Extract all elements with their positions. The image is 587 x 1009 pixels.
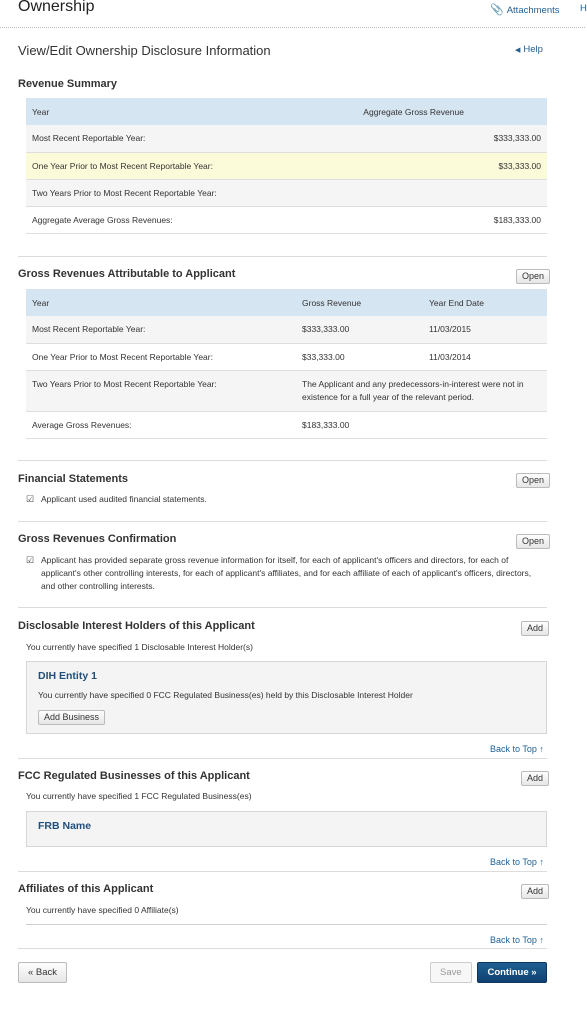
divider bbox=[18, 871, 547, 872]
disclosable-title: Disclosable Interest Holders of this Applicant bbox=[18, 620, 255, 632]
back-to-top-link[interactable]: Back to Top ↑ bbox=[490, 857, 544, 867]
table-header-row bbox=[26, 289, 547, 316]
checkbox-checked-icon: ☑ bbox=[26, 555, 35, 565]
dih-entity-note: You currently have specified 0 FCC Regulated Business(es) held by this Disclosable Interest Holder bbox=[38, 690, 413, 700]
divider bbox=[18, 256, 547, 257]
date-cell bbox=[423, 411, 547, 438]
financial-statements-title: Financial Statements bbox=[18, 473, 129, 485]
help-link[interactable] bbox=[515, 44, 543, 55]
checkbox-checked-icon: ☑ bbox=[26, 494, 35, 504]
confirmation-open-button[interactable]: Open bbox=[516, 534, 550, 549]
column-header-gross-revenue: Gross Revenue bbox=[296, 289, 423, 316]
affiliates-list-divider bbox=[26, 924, 547, 925]
year-cell: Two Years Prior to Most Recent Reportable Year: bbox=[26, 179, 357, 206]
confirmation-title: Gross Revenues Confirmation bbox=[18, 533, 177, 545]
fcc-regulated-title: FCC Regulated Businesses of this Applicant bbox=[18, 770, 250, 782]
divider bbox=[18, 460, 547, 461]
date-cell: 11/03/2015 bbox=[423, 316, 547, 343]
date-cell: 11/03/2014 bbox=[423, 343, 547, 370]
dih-entity-link[interactable]: DIH Entity 1 bbox=[38, 670, 97, 682]
attachments-label: Attachments bbox=[506, 5, 560, 16]
year-cell: One Year Prior to Most Recent Reportable Year: bbox=[26, 152, 357, 179]
revenue-cell: $333,333.00 bbox=[296, 316, 423, 343]
divider bbox=[18, 758, 547, 759]
year-cell: Two Years Prior to Most Recent Reportable Year: bbox=[26, 370, 296, 411]
affiliates-title: Affiliates of this Applicant bbox=[18, 883, 154, 895]
table-row bbox=[26, 206, 547, 233]
fcc-regulated-note: You currently have specified 1 FCC Regulated Business(es) bbox=[26, 791, 252, 801]
table-row bbox=[26, 179, 547, 206]
financial-statements-open-button[interactable]: Open bbox=[516, 473, 550, 488]
table-row bbox=[26, 152, 547, 179]
value-cell: $33,333.00 bbox=[357, 152, 547, 179]
cut-off-link[interactable]: H bbox=[580, 3, 587, 14]
year-cell: Average Gross Revenues: bbox=[26, 411, 296, 438]
year-cell: Most Recent Reportable Year: bbox=[26, 316, 296, 343]
financial-check bbox=[26, 494, 35, 505]
column-header-year: Year bbox=[26, 289, 296, 316]
table-row bbox=[26, 125, 547, 152]
revenue-summary-title: Revenue Summary bbox=[18, 78, 118, 90]
attachments-link[interactable] bbox=[490, 3, 560, 16]
confirmation-text: Applicant has provided separate gross revenue information for itself, for each of applicant's officers and directors, for each of applicant's other controlling interests, for each of applicant's affiliates, and for each affiliate of each of applicant's officers, directors, and other controlling interests. bbox=[41, 555, 532, 591]
caret-left-icon: ◀ bbox=[515, 47, 521, 54]
dih-entity-panel bbox=[26, 661, 547, 734]
back-to-top-link[interactable]: Back to Top ↑ bbox=[490, 935, 544, 945]
revenue-cell: $183,333.00 bbox=[296, 411, 423, 438]
table-row bbox=[26, 411, 547, 438]
affiliates-add-button[interactable]: Add bbox=[521, 884, 549, 899]
column-header-year-end-date: Year End Date bbox=[423, 289, 547, 316]
value-cell bbox=[357, 179, 547, 206]
revenue-cell: The Applicant and any predecessors-in-interest were not in existence for a full year of the relevant period. bbox=[296, 370, 547, 411]
continue-button[interactable]: Continue » bbox=[477, 962, 547, 983]
affiliates-note: You currently have specified 0 Affiliate(s) bbox=[26, 905, 179, 915]
financial-statements-text: Applicant used audited financial statements. bbox=[41, 494, 207, 504]
table-header-row bbox=[26, 98, 547, 125]
disclosable-note: You currently have specified 1 Disclosable Interest Holder(s) bbox=[26, 642, 253, 652]
disclosable-add-button[interactable]: Add bbox=[521, 621, 549, 636]
top-bar bbox=[0, 0, 585, 28]
gross-revenues-title: Gross Revenues Attributable to Applicant bbox=[18, 268, 236, 280]
frb-entity-panel bbox=[26, 811, 547, 847]
divider bbox=[18, 948, 547, 949]
paperclip-icon: 📎 bbox=[490, 4, 504, 16]
frb-entity-link[interactable]: FRB Name bbox=[38, 820, 92, 832]
year-cell: One Year Prior to Most Recent Reportable Year: bbox=[26, 343, 296, 370]
table-row bbox=[26, 316, 547, 343]
divider bbox=[18, 521, 547, 522]
save-button[interactable]: Save bbox=[430, 962, 472, 983]
table-row bbox=[26, 343, 547, 370]
back-button[interactable]: « Back bbox=[18, 962, 67, 983]
page-title: View/Edit Ownership Disclosure Information bbox=[18, 43, 271, 58]
table-row bbox=[26, 370, 547, 411]
value-cell: $333,333.00 bbox=[357, 125, 547, 152]
add-business-button[interactable]: Add Business bbox=[38, 710, 105, 725]
back-to-top-link[interactable]: Back to Top ↑ bbox=[490, 744, 544, 754]
divider bbox=[18, 607, 547, 608]
gross-revenues-open-button[interactable]: Open bbox=[516, 269, 550, 284]
year-cell: Most Recent Reportable Year: bbox=[26, 125, 357, 152]
year-cell: Aggregate Average Gross Revenues: bbox=[26, 206, 357, 233]
value-cell: $183,333.00 bbox=[357, 206, 547, 233]
help-label: Help bbox=[523, 44, 543, 55]
column-header-aggregate: Aggregate Gross Revenue bbox=[357, 98, 547, 125]
revenue-cell: $33,333.00 bbox=[296, 343, 423, 370]
page-section-title: Ownership bbox=[18, 0, 95, 15]
fcc-regulated-add-button[interactable]: Add bbox=[521, 771, 549, 786]
revenue-summary-table bbox=[26, 98, 547, 234]
confirmation-check bbox=[26, 555, 35, 566]
gross-revenues-table bbox=[26, 289, 547, 439]
column-header-year: Year bbox=[26, 98, 357, 125]
